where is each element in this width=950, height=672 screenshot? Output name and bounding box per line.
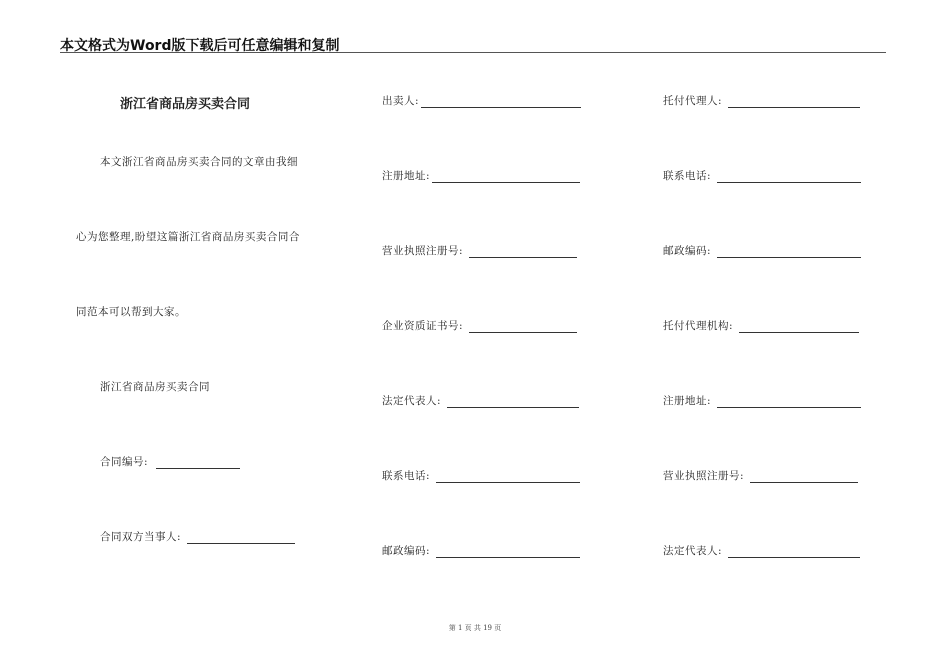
seller-business-license-field bbox=[382, 243, 577, 258]
agent-label: 托付代理人: bbox=[663, 95, 723, 107]
contract-subtitle: 浙江省商品房买卖合同 bbox=[100, 381, 210, 393]
seller-qualification-blank bbox=[469, 320, 577, 333]
seller-qualification-label: 企业资质证书号: bbox=[382, 320, 464, 332]
header-divider bbox=[60, 52, 886, 53]
contract-parties-blank bbox=[187, 531, 295, 544]
seller-postcode-field bbox=[382, 543, 580, 558]
seller-reg-address-field bbox=[382, 168, 580, 183]
agent-field bbox=[663, 93, 860, 108]
seller-field bbox=[382, 93, 581, 108]
intro-line-3: 同范本可以帮到大家。 bbox=[76, 306, 186, 318]
intro-line-1: 本文浙江省商品房买卖合同的文章由我细 bbox=[100, 156, 298, 168]
agent-postcode-blank bbox=[717, 245, 861, 258]
seller-legal-rep-blank bbox=[447, 395, 579, 408]
seller-reg-address-label: 注册地址: bbox=[382, 170, 431, 182]
agent-phone-blank bbox=[717, 170, 861, 183]
contract-parties-label: 合同双方当事人: bbox=[100, 531, 182, 543]
seller-business-license-blank bbox=[469, 245, 577, 258]
document-header: 本文格式为Word版下载后可任意编辑和复制 bbox=[60, 38, 340, 54]
agent-reg-address-label: 注册地址: bbox=[663, 395, 712, 407]
seller-postcode-blank bbox=[436, 545, 580, 558]
agency-label: 托付代理机构: bbox=[663, 320, 734, 332]
agent-business-license-blank bbox=[750, 470, 858, 483]
contract-number-label: 合同编号: bbox=[100, 456, 149, 468]
intro-line-2: 心为您整理,盼望这篇浙江省商品房买卖合同合 bbox=[76, 231, 300, 243]
agent-reg-address-field bbox=[663, 393, 861, 408]
seller-reg-address-blank bbox=[432, 170, 580, 183]
seller-blank bbox=[421, 95, 581, 108]
document-title: 浙江省商品房买卖合同 bbox=[120, 97, 251, 112]
agent-reg-address-blank bbox=[717, 395, 861, 408]
seller-phone-label: 联系电话: bbox=[382, 470, 431, 482]
agent-legal-rep-label: 法定代表人: bbox=[663, 545, 723, 557]
seller-legal-rep-field bbox=[382, 393, 579, 408]
seller-postcode-label: 邮政编码: bbox=[382, 545, 431, 557]
contract-number-field bbox=[100, 454, 240, 469]
agent-postcode-field bbox=[663, 243, 861, 258]
seller-qualification-field bbox=[382, 318, 577, 333]
agent-phone-field bbox=[663, 168, 861, 183]
seller-business-license-label: 营业执照注册号: bbox=[382, 245, 464, 257]
agent-legal-rep-field bbox=[663, 543, 860, 558]
contract-parties-field bbox=[100, 529, 295, 544]
agent-postcode-label: 邮政编码: bbox=[663, 245, 712, 257]
agency-blank bbox=[739, 320, 859, 333]
agent-phone-label: 联系电话: bbox=[663, 170, 712, 182]
agent-blank bbox=[728, 95, 860, 108]
page-number: 第 1 页 共 19 页 bbox=[448, 624, 502, 632]
agent-business-license-field bbox=[663, 468, 858, 483]
agent-business-license-label: 营业执照注册号: bbox=[663, 470, 745, 482]
contract-number-blank bbox=[156, 456, 240, 469]
seller-legal-rep-label: 法定代表人: bbox=[382, 395, 442, 407]
seller-phone-blank bbox=[436, 470, 580, 483]
seller-phone-field bbox=[382, 468, 580, 483]
seller-label: 出卖人: bbox=[382, 95, 420, 107]
agency-field bbox=[663, 318, 859, 333]
agent-legal-rep-blank bbox=[728, 545, 860, 558]
